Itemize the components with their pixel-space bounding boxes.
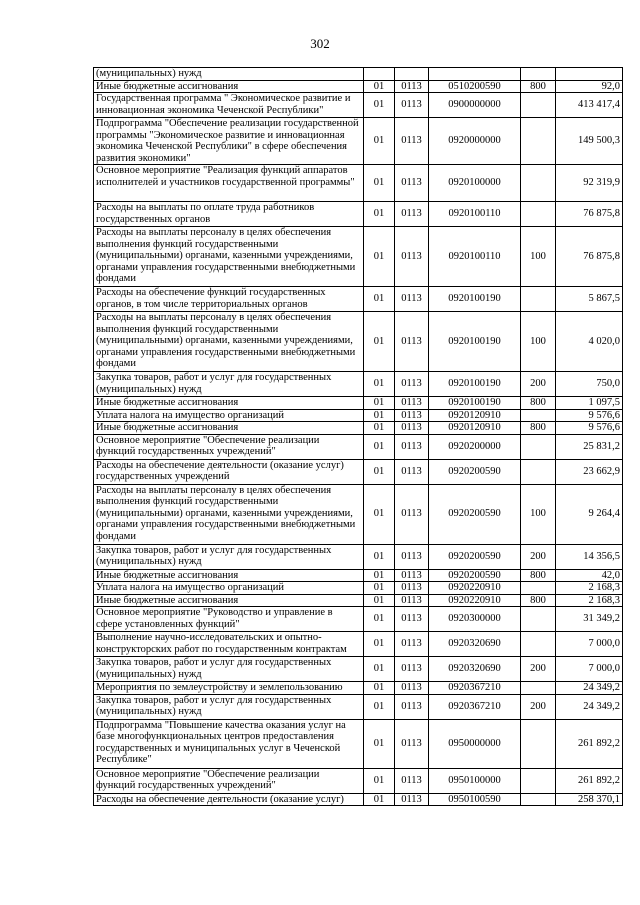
subsection-code-cell: 0113 — [395, 694, 429, 719]
table-row — [94, 632, 623, 657]
subsection-code-cell: 0113 — [395, 202, 429, 227]
section-code-cell: 01 — [364, 372, 395, 397]
subsection-code-cell: 0113 — [395, 422, 429, 435]
table-row — [94, 118, 623, 165]
target-article-cell: 0920320690 — [429, 632, 521, 657]
subsection-code-cell: 0113 — [395, 484, 429, 544]
expense-type-cell: 800 — [521, 569, 556, 582]
table-row — [94, 409, 623, 422]
table-row — [94, 594, 623, 607]
section-code-cell: 01 — [364, 80, 395, 93]
table-row — [94, 202, 623, 227]
subsection-code-cell: 0113 — [395, 165, 429, 202]
amount-cell: 92 319,9 — [556, 165, 623, 202]
section-code-cell: 01 — [364, 93, 395, 118]
amount-cell: 2 168,3 — [556, 594, 623, 607]
amount-cell: 9 576,6 — [556, 422, 623, 435]
section-code-cell: 01 — [364, 165, 395, 202]
amount-cell — [556, 68, 623, 81]
subsection-code-cell: 0113 — [395, 397, 429, 410]
expense-name-cell: Закупка товаров, работ и услуг для государственных (муниципальных) нужд — [94, 694, 364, 719]
expense-name-cell: Основное мероприятие "Обеспечение реализации функций государственных учреждений" — [94, 768, 364, 793]
expense-name-cell: Иные бюджетные ассигнования — [94, 397, 364, 410]
amount-cell: 258 370,1 — [556, 793, 623, 806]
target-article-cell: 0920320690 — [429, 657, 521, 682]
amount-cell: 42,0 — [556, 569, 623, 582]
expense-name-cell: Подпрограмма "Повышение качества оказания услуг на базе многофункциональных центров предоставления государственных и муниципальных услуг в Чеченской Республике" — [94, 719, 364, 768]
section-code-cell: 01 — [364, 227, 395, 287]
amount-cell: 25 831,2 — [556, 434, 623, 459]
expense-type-cell — [521, 582, 556, 595]
expense-type-cell: 800 — [521, 422, 556, 435]
amount-cell: 23 662,9 — [556, 459, 623, 484]
subsection-code-cell: 0113 — [395, 93, 429, 118]
target-article-cell: 0920300000 — [429, 607, 521, 632]
expense-name-cell: Иные бюджетные ассигнования — [94, 422, 364, 435]
table-row — [94, 287, 623, 312]
amount-cell: 76 875,8 — [556, 202, 623, 227]
expense-name-cell: Расходы на обеспечение деятельности (оказание услуг) — [94, 793, 364, 806]
expense-name-cell: Расходы на обеспечение деятельности (оказание услуг) государственных учреждений — [94, 459, 364, 484]
expense-type-cell: 200 — [521, 372, 556, 397]
table-row — [94, 372, 623, 397]
target-article-cell: 0920100190 — [429, 287, 521, 312]
section-code-cell: 01 — [364, 793, 395, 806]
table-row — [94, 434, 623, 459]
target-article-cell: 0900000000 — [429, 93, 521, 118]
section-code-cell: 01 — [364, 694, 395, 719]
table-row — [94, 312, 623, 372]
subsection-code-cell: 0113 — [395, 719, 429, 768]
table-row — [94, 68, 623, 81]
expense-name-cell: Основное мероприятие "Реализация функций аппаратов исполнителей и участников государственной программы" — [94, 165, 364, 202]
expense-name-cell: Расходы на выплаты по оплате труда работников государственных органов — [94, 202, 364, 227]
subsection-code-cell: 0113 — [395, 434, 429, 459]
expense-type-cell: 200 — [521, 657, 556, 682]
subsection-code-cell: 0113 — [395, 227, 429, 287]
table-row — [94, 657, 623, 682]
section-code-cell: 01 — [364, 422, 395, 435]
target-article-cell: 0510200590 — [429, 80, 521, 93]
amount-cell: 24 349,2 — [556, 682, 623, 695]
subsection-code-cell: 0113 — [395, 569, 429, 582]
expense-type-cell — [521, 434, 556, 459]
expense-type-cell — [521, 68, 556, 81]
section-code-cell: 01 — [364, 632, 395, 657]
section-code-cell: 01 — [364, 768, 395, 793]
expense-type-cell — [521, 632, 556, 657]
amount-cell: 7 000,0 — [556, 632, 623, 657]
expense-type-cell — [521, 165, 556, 202]
target-article-cell: 0920220910 — [429, 582, 521, 595]
subsection-code-cell: 0113 — [395, 544, 429, 569]
subsection-code-cell: 0113 — [395, 287, 429, 312]
section-code-cell: 01 — [364, 607, 395, 632]
target-article-cell: 0920100190 — [429, 397, 521, 410]
expense-name-cell: Уплата налога на имущество организаций — [94, 409, 364, 422]
expense-type-cell — [521, 768, 556, 793]
expense-name-cell: Государственная программа " Экономическое развитие и инновационная экономика Чеченской Республики" — [94, 93, 364, 118]
expense-name-cell: Подпрограмма "Обеспечение реализации государственной программы "Экономическое развитие и инновационная экономика Чеченской Республики" в сфере обеспечения развития экономики" — [94, 118, 364, 165]
expense-name-cell: Закупка товаров, работ и услуг для государственных (муниципальных) нужд — [94, 544, 364, 569]
budget-table — [93, 67, 623, 806]
target-article-cell: 0920100190 — [429, 312, 521, 372]
amount-cell: 76 875,8 — [556, 227, 623, 287]
table-row — [94, 793, 623, 806]
amount-cell: 31 349,2 — [556, 607, 623, 632]
amount-cell: 261 892,2 — [556, 719, 623, 768]
amount-cell: 413 417,4 — [556, 93, 623, 118]
target-article-cell: 0950000000 — [429, 719, 521, 768]
expense-name-cell: Расходы на обеспечение функций государственных органов, в том числе территориальных органов — [94, 287, 364, 312]
target-article-cell: 0920200590 — [429, 484, 521, 544]
target-article-cell — [429, 68, 521, 81]
amount-cell: 14 356,5 — [556, 544, 623, 569]
amount-cell: 750,0 — [556, 372, 623, 397]
amount-cell: 9 264,4 — [556, 484, 623, 544]
target-article-cell: 0920100000 — [429, 165, 521, 202]
section-code-cell: 01 — [364, 409, 395, 422]
target-article-cell: 0920100110 — [429, 202, 521, 227]
expense-name-cell: Расходы на выплаты персоналу в целях обеспечения выполнения функций государственными (муниципальными) органами, казенными учреждениями, органами управления государственными внебюджетными фондами — [94, 227, 364, 287]
target-article-cell: 0920100190 — [429, 372, 521, 397]
expense-name-cell: Расходы на выплаты персоналу в целях обеспечения выполнения функций государственными (муниципальными) органами, казенными учреждениями, органами управления государственными внебюджетными фондами — [94, 484, 364, 544]
subsection-code-cell: 0113 — [395, 582, 429, 595]
target-article-cell: 0920100110 — [429, 227, 521, 287]
subsection-code-cell: 0113 — [395, 118, 429, 165]
expense-type-cell: 800 — [521, 594, 556, 607]
section-code-cell: 01 — [364, 719, 395, 768]
expense-type-cell — [521, 719, 556, 768]
amount-cell: 92,0 — [556, 80, 623, 93]
table-row — [94, 165, 623, 202]
target-article-cell: 0920220910 — [429, 594, 521, 607]
subsection-code-cell: 0113 — [395, 80, 429, 93]
section-code-cell: 01 — [364, 434, 395, 459]
subsection-code-cell: 0113 — [395, 682, 429, 695]
amount-cell: 4 020,0 — [556, 312, 623, 372]
section-code-cell: 01 — [364, 569, 395, 582]
expense-name-cell: Иные бюджетные ассигнования — [94, 594, 364, 607]
table-row — [94, 459, 623, 484]
section-code-cell: 01 — [364, 459, 395, 484]
expense-type-cell — [521, 118, 556, 165]
table-row — [94, 93, 623, 118]
section-code-cell: 01 — [364, 397, 395, 410]
table-row — [94, 484, 623, 544]
expense-type-cell — [521, 202, 556, 227]
subsection-code-cell: 0113 — [395, 632, 429, 657]
table-row — [94, 397, 623, 410]
section-code-cell: 01 — [364, 484, 395, 544]
target-article-cell: 0920000000 — [429, 118, 521, 165]
expense-type-cell: 100 — [521, 484, 556, 544]
expense-name-cell: Уплата налога на имущество организаций — [94, 582, 364, 595]
section-code-cell: 01 — [364, 287, 395, 312]
subsection-code-cell: 0113 — [395, 372, 429, 397]
target-article-cell: 0920200590 — [429, 569, 521, 582]
expense-type-cell: 200 — [521, 544, 556, 569]
expense-name-cell: Мероприятия по землеустройству и землепользованию — [94, 682, 364, 695]
table-row — [94, 682, 623, 695]
expense-type-cell: 100 — [521, 227, 556, 287]
section-code-cell: 01 — [364, 544, 395, 569]
table-row — [94, 694, 623, 719]
amount-cell: 2 168,3 — [556, 582, 623, 595]
table-row — [94, 582, 623, 595]
table-row — [94, 768, 623, 793]
expense-type-cell — [521, 607, 556, 632]
expense-type-cell — [521, 682, 556, 695]
target-article-cell: 0920120910 — [429, 409, 521, 422]
expense-name-cell: Закупка товаров, работ и услуг для государственных (муниципальных) нужд — [94, 657, 364, 682]
subsection-code-cell: 0113 — [395, 768, 429, 793]
amount-cell: 149 500,3 — [556, 118, 623, 165]
target-article-cell: 0920120910 — [429, 422, 521, 435]
section-code-cell: 01 — [364, 312, 395, 372]
expense-name-cell: Закупка товаров, работ и услуг для государственных (муниципальных) нужд — [94, 372, 364, 397]
expense-name-cell: Основное мероприятие "Обеспечение реализации функций государственных учреждений" — [94, 434, 364, 459]
expense-type-cell — [521, 459, 556, 484]
target-article-cell: 0920200590 — [429, 459, 521, 484]
table-row — [94, 227, 623, 287]
subsection-code-cell: 0113 — [395, 312, 429, 372]
table-row — [94, 719, 623, 768]
amount-cell: 24 349,2 — [556, 694, 623, 719]
expense-type-cell: 800 — [521, 397, 556, 410]
subsection-code-cell: 0113 — [395, 594, 429, 607]
table-row — [94, 607, 623, 632]
expense-type-cell — [521, 287, 556, 312]
amount-cell: 9 576,6 — [556, 409, 623, 422]
budget-table-body — [94, 68, 623, 806]
amount-cell: 1 097,5 — [556, 397, 623, 410]
amount-cell: 7 000,0 — [556, 657, 623, 682]
expense-name-cell: Иные бюджетные ассигнования — [94, 80, 364, 93]
expense-type-cell — [521, 409, 556, 422]
subsection-code-cell: 0113 — [395, 657, 429, 682]
table-row — [94, 569, 623, 582]
subsection-code-cell — [395, 68, 429, 81]
target-article-cell: 0920367210 — [429, 682, 521, 695]
section-code-cell: 01 — [364, 118, 395, 165]
table-row — [94, 422, 623, 435]
expense-type-cell: 800 — [521, 80, 556, 93]
section-code-cell: 01 — [364, 594, 395, 607]
section-code-cell: 01 — [364, 657, 395, 682]
expense-type-cell: 100 — [521, 312, 556, 372]
expense-name-cell: Расходы на выплаты персоналу в целях обеспечения выполнения функций государственными (муниципальными) органами, казенными учреждениями, органами управления государственными внебюджетными фондами — [94, 312, 364, 372]
target-article-cell: 0920200000 — [429, 434, 521, 459]
subsection-code-cell: 0113 — [395, 607, 429, 632]
amount-cell: 261 892,2 — [556, 768, 623, 793]
table-row — [94, 544, 623, 569]
section-code-cell: 01 — [364, 682, 395, 695]
expense-name-cell: Выполнение научно-исследовательских и опытно-конструкторских работ по государственным контрактам — [94, 632, 364, 657]
page-number: 302 — [310, 36, 330, 51]
subsection-code-cell: 0113 — [395, 409, 429, 422]
target-article-cell: 0920200590 — [429, 544, 521, 569]
amount-cell: 5 867,5 — [556, 287, 623, 312]
target-article-cell: 0950100590 — [429, 793, 521, 806]
subsection-code-cell: 0113 — [395, 459, 429, 484]
expense-name-cell: (муниципальных) нужд — [94, 68, 364, 81]
expense-name-cell: Основное мероприятие "Руководство и управление в сфере установленных функций" — [94, 607, 364, 632]
section-code-cell: 01 — [364, 202, 395, 227]
target-article-cell: 0950100000 — [429, 768, 521, 793]
expense-type-cell — [521, 793, 556, 806]
expense-type-cell: 200 — [521, 694, 556, 719]
expense-name-cell: Иные бюджетные ассигнования — [94, 569, 364, 582]
target-article-cell: 0920367210 — [429, 694, 521, 719]
expense-type-cell — [521, 93, 556, 118]
subsection-code-cell: 0113 — [395, 793, 429, 806]
table-row — [94, 80, 623, 93]
section-code-cell: 01 — [364, 582, 395, 595]
section-code-cell — [364, 68, 395, 81]
